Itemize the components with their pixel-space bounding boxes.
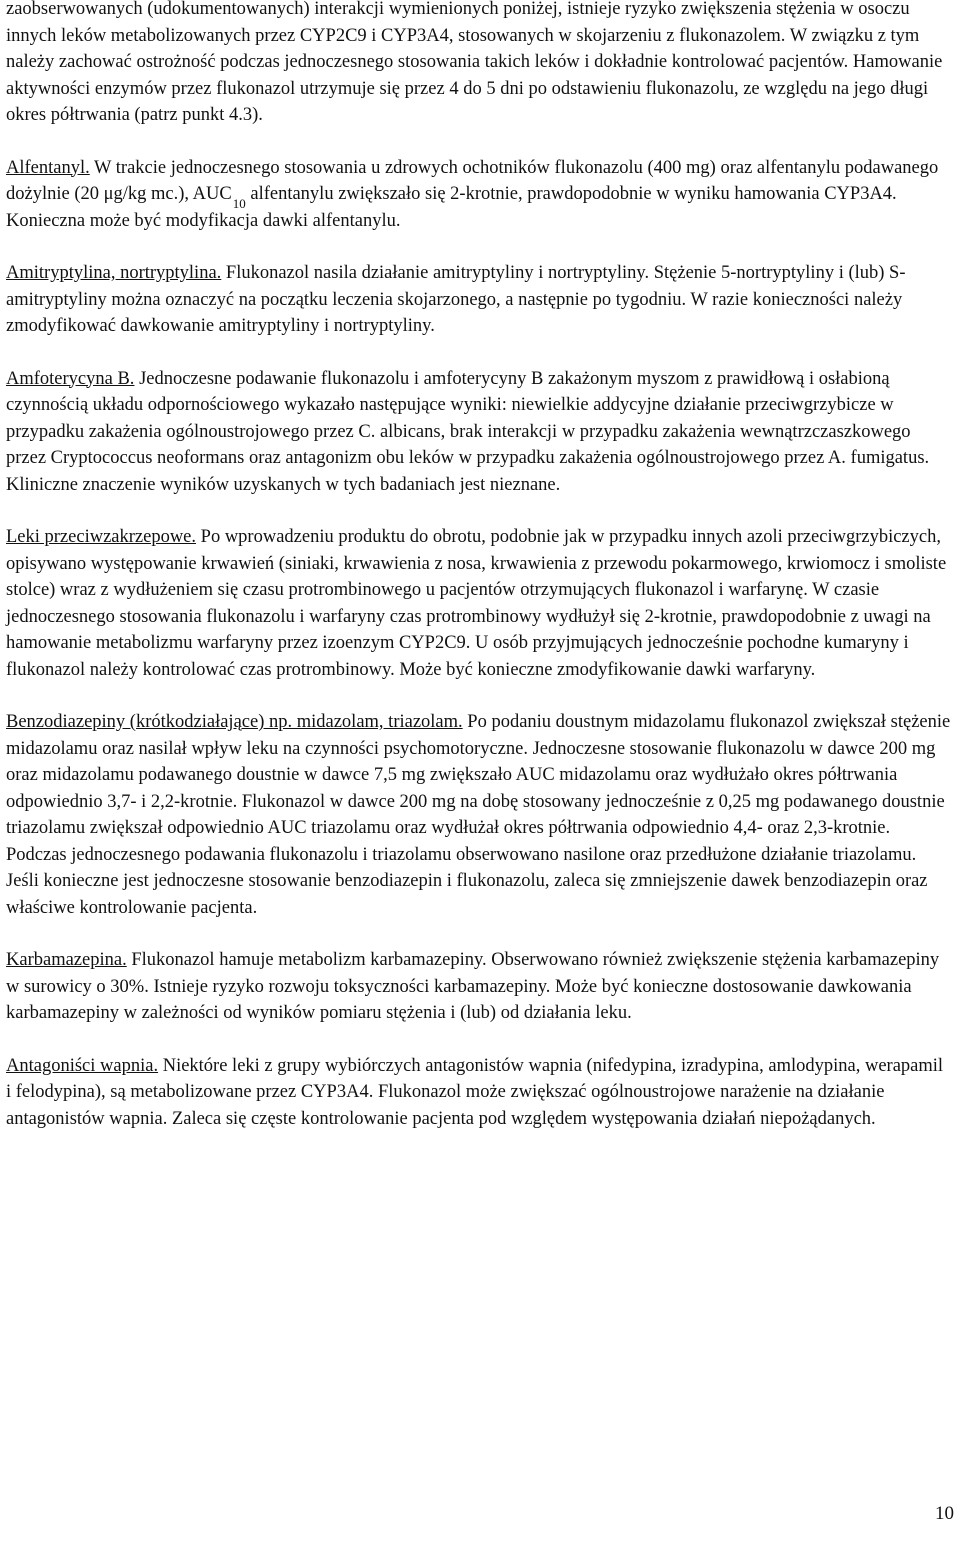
section-text-antagonisci: Niektóre leki z grupy wybiórczych antagonistów wapnia (nifedypina, izradypina, amlodypina, werapamil i felodypina), są metabolizowane przez CYP3A4. Flukonazol może zwiększać ogólnoustrojowe narażenie na działanie antagonistów wapnia. Zaleca się częste kontrolowanie pacjenta pod względem występowania działań niepożądanych. [6,1055,944,1129]
section-heading-benzodiazepiny: Benzodiazepiny (krótkodziałające) np. midazolam, triazolam. [6,712,463,732]
section-text-benzodiazepiny: Po podaniu doustnym midazolamu flukonazol zwiększał stężenie midazolamu oraz nasilał wpływ leku na czynności psychomotoryczne. Jednoczesne stosowanie flukonazolu w dawce 200 mg oraz midazolamu podawanego doustnie w dawce 7,5 mg zwiększało AUC midazolamu oraz wydłużało okres półtrwania odpowiednio 3,7- i 2,2-krotnie. Flukonazol w dawce 200 mg na dobę stosowany jednocześnie z 0,25 mg podawanego doustnie triazolamu zwiększał odpowiednio AUC triazolamu oraz wydłużał okres półtrwania odpowiednio 4,4- oraz 2,3-krotnie. Podczas jednoczesnego podawania flukonazolu i triazolamu obserwowano nasilone oraz przedłużone działanie triazolamu. Jeśli konieczne jest jednoczesne stosowanie benzodiazepin i flukonazolu, zaleca się zmniejszenie dawek benzodiazepin oraz właściwe kontrolowanie pacjenta. [6,712,951,918]
section-heading-alfentanyl: Alfentanyl. [6,157,90,178]
section-heading-antagonisci: Antagoniści wapnia. [6,1055,159,1076]
section-alfentanyl [6,155,952,235]
section-text-alfentanyl-2: alfentanylu zwiększało się 2-krotnie, prawdopodobnie w wyniku hamowania CYP3A4. Konieczna może być modyfikacja dawki alfentanylu. [6,184,897,231]
section-karbamazepina [6,947,952,1027]
section-amfoterycyna [6,366,952,499]
section-heading-amfoterycyna: Amfoterycyna B. [6,368,135,389]
section-leki-przeciwzakrzepowe [6,524,952,683]
page-number: 10 [935,1503,954,1524]
section-heading-karbamazepina: Karbamazepina. [6,950,127,970]
section-text-karbamazepina: Flukonazol hamuje metabolizm karbamazepiny. Obserwowano również zwiększenie stężenia karbamazepiny w surowicy o 30%. Istnieje ryzyko rozwoju toksyczności karbamazepiny. Może być konieczne dostosowanie dawkowania karbamazepiny w zależności od wyników pomiaru stężenia i (lub) od działania leku. [6,950,940,1023]
section-text-amfoterycyna: Jednoczesne podawanie flukonazolu i amfoterycyny B zakażonym myszom z prawidłową i osłabioną czynnością układu odpornościowego wykazało następujące wyniki: niewielkie addycyjne działanie przeciwgrzybicze w przypadku zakażenia ogólnoustrojowego przez C. albicans, brak interakcji w przypadku zakażenia wewnątrzczaszkowego przez Cryptococcus neoformans oraz antagonizm obu leków w przypadku zakażenia ogólnoustrojowego przez A. fumigatus. Kliniczne znaczenie wyników uzyskanych w tych badaniach jest nieznane. [6,368,930,495]
section-text-alfentanyl-1: W trakcie jednoczesnego stosowania u zdrowych ochotników flukonazolu (400 mg) oraz alfentanylu podawanego dożylnie (20 μg/kg mc.), AUC [6,157,939,204]
section-heading-leki: Leki przeciwzakrzepowe. [6,527,197,547]
document-page [6,0,952,1132]
section-benzodiazepiny [6,709,952,921]
section-amitryptylina [6,260,952,340]
section-heading-amitryptylina: Amitryptylina, nortryptylina. [6,263,222,283]
auc-subscript: 10 [232,196,246,211]
section-antagonisci-wapnia [6,1053,952,1133]
section-text-amitryptylina: Flukonazol nasila działanie amitryptyliny i nortryptyliny. Stężenie 5-nortryptyliny i (lub) S-amitryptyliny można oznaczyć na początku leczenia skojarzonego, a następnie po tygodniu. W razie konieczności należy zmodyfikować dawkowanie amitryptyliny i nortryptyliny. [6,263,906,336]
intro-paragraph: zaobserwowanych (udokumentowanych) interakcji wymienionych poniżej, istnieje ryzyko zwiększenia stężenia w osoczu innych leków metabolizowanych przez CYP2C9 i CYP3A4, stosowanych w skojarzeniu z flukonazolem. W związku z tym należy zachować ostrożność podczas jednoczesnego stosowania takich leków i dokładnie kontrolować pacjentów. Hamowanie aktywności enzymów przez flukonazol utrzymuje się przez 4 do 5 dni po odstawieniu flukonazolu, ze względu na jego długi okres półtrwania (patrz punkt 4.3). [6,0,943,125]
section-text-leki: Po wprowadzeniu produktu do obrotu, podobnie jak w przypadku innych azoli przeciwgrzybiczych, opisywano występowanie krwawień (siniaki, krwawienia z nosa, krwawienia z przewodu pokarmowego, krwiomocz i smoliste stolce) wraz z wydłużeniem się czasu protrombinowego u pacjentów otrzymujących flukonazol i warfarynę. W czasie jednoczesnego stosowania flukonazolu i warfaryny czas protrombinowy wydłużył się 2-krotnie, prawdopodobnie z uwagi na hamowanie metabolizmu warfaryny przez izoenzym CYP2C9. U osób przyjmujących jednocześnie pochodne kumaryny i flukonazol należy kontrolować czas protrombinowy. Może być konieczne zmodyfikowanie dawki warfaryny. [6,527,947,680]
